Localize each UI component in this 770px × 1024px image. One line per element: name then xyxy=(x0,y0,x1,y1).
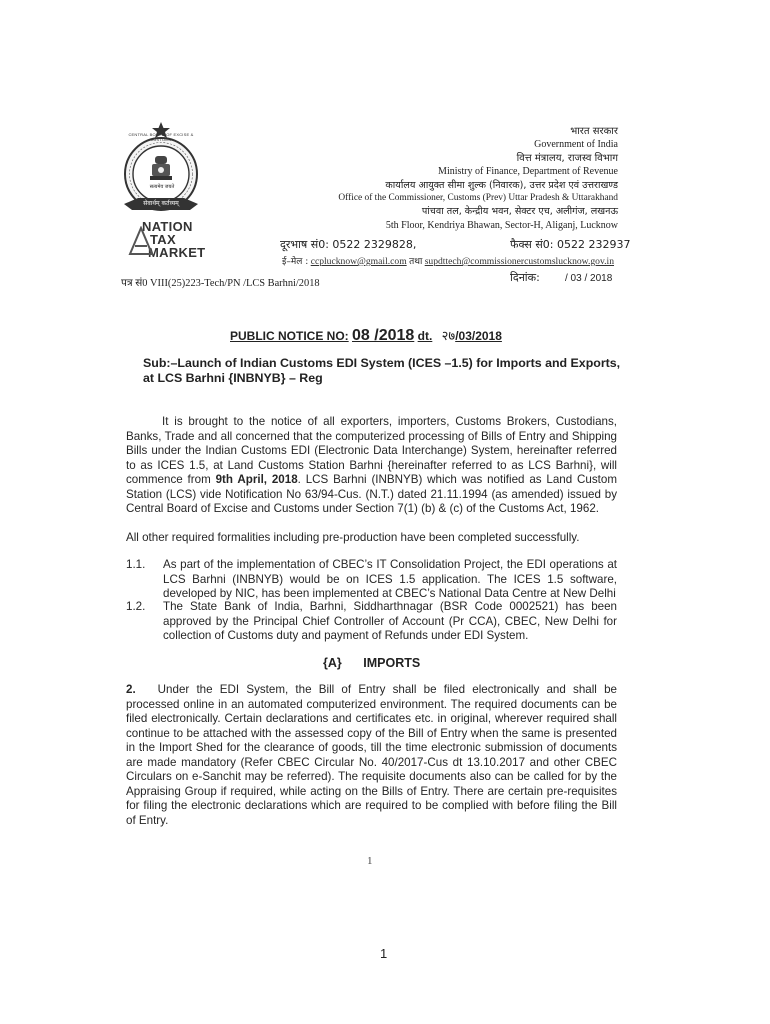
public-notice-title xyxy=(230,326,502,345)
nation-tax-market-watermark xyxy=(128,220,218,259)
header-line: वित्त मंत्रालय, राजस्व विभाग xyxy=(516,152,618,164)
notice-date-rest: /03/2018 xyxy=(455,329,502,343)
notice-number: 08 /2018 xyxy=(352,327,415,344)
header-line: पांचवा तल, केन्द्रीय भवन, सेक्टर एच, अलीगंज, लखनऊ xyxy=(421,206,618,218)
header-line: भारत सरकार xyxy=(570,126,618,137)
notice-prefix: PUBLIC NOTICE NO: xyxy=(230,329,349,343)
header-line: 5th Floor, Kendriya Bhawan, Sector-H, Aliganj, Lucknow xyxy=(385,219,618,231)
section-label: {A} xyxy=(323,656,342,670)
paragraph-intro xyxy=(126,415,617,517)
header-line: कार्यालय आयुक्त सीमा शुल्क (निवारक), उत्तर प्रदेश एवं उत्तराखण्ड xyxy=(385,179,618,191)
notice-date-handwritten: २७ xyxy=(441,329,456,344)
section-title: IMPORTS xyxy=(363,656,421,670)
page-number-inner: 1 xyxy=(367,855,373,867)
page-number-outer: 1 xyxy=(380,946,388,961)
phone-number: दूरभाष सं0: 0522 2329828, xyxy=(280,238,417,251)
email-join: तथा xyxy=(409,257,423,267)
office-header xyxy=(338,125,618,232)
paragraph-imports xyxy=(126,683,617,828)
email-link-1[interactable]: ccplucknow@gmail.com xyxy=(310,256,407,267)
date-value: / 03 / 2018 xyxy=(565,273,613,284)
ntm-line-3: MARKET xyxy=(148,245,206,260)
date-label: दिनांक: xyxy=(510,271,540,284)
ntm-line-2: TAX xyxy=(150,232,176,247)
item-number: 1.1. xyxy=(126,558,146,571)
list-item xyxy=(126,558,617,602)
item-text: The State Bank of India, Barhni, Siddharthnagar (BSR Code 0002521) has been approved by the Principal Chief Controller of Account (Pr CCA), CBEC, New Delhi for collection of Customs duty and payment of Refunds under EDI System. xyxy=(163,600,617,642)
notice-dt-label: dt. xyxy=(417,329,433,343)
header-line: Government of India xyxy=(534,139,618,151)
email-label: ई–मेल : xyxy=(282,257,309,267)
email-link-2[interactable]: supdttech@commissionercustomslucknow.gov.in xyxy=(424,256,615,267)
para3-text: Under the EDI System, the Bill of Entry shall be filed electronically and shall be processed online in an automated computerized environment. The required documents can be filed electronically. Certain declarations and certificates etc. in original, wherever required shall continue to be attached with the assessed copy of the Bill of Entry when the same is presented in the Import Shed for the clearance of goods, till the time electronic submission of documents are made mandatory (Refer CBEC Circular No. 40/2017-Cus dt 13.10.2017 and other CBEC Circulars on e-Sanchit may be referred). The requisite documents also can be called for by the Appraising Group if required, while acting on the Bills of Entry. There are certain pre-requisites for filing the electronic declarations which are required to be complied with before filing the Bill of Entry. xyxy=(126,683,617,827)
section-heading-imports xyxy=(323,656,420,670)
para1-part1: It is brought to the notice of all exporters, importers, Customs Brokers, Custodians, Banks, Trade and all concerned that the computerized processing of Bills of Entry and Shipping Bills under the Indian Customs EDI (Electronic Data Interchange) System, hereinafter referred to as ICES 1.5, at Land Customs Station Barhni {hereinafter referred to as LCS Barhni}, will commence from xyxy=(126,415,617,486)
item-number: 1.2. xyxy=(126,600,146,613)
file-number: पत्र सं0 VIII(25)223-Tech/PN /LCS Barhni/2018 xyxy=(121,278,320,289)
email-line xyxy=(282,254,614,267)
emblem-ribbon-text: सेवार्थम् कर्तव्यम् xyxy=(143,200,179,207)
para3-number: 2. xyxy=(126,683,136,696)
ntm-line-1: NATION xyxy=(142,219,193,234)
fax-number: फैक्स सं0: 0522 232937 xyxy=(510,238,631,251)
para1-date-bold: 9th April, 2018 xyxy=(215,473,298,486)
emblem-ring-text: CENTRAL BOARD OF EXCISE & CUSTOMS xyxy=(128,132,194,142)
item-text: As part of the implementation of CBEC’s IT Consolidation Project, the EDI operations at LCS Barhni (INBNYB) would be on ICES 1.5 application. The ICES 1.5 software, developed by NIC, has been implemented at CBEC’s National Data Centre at New Delhi xyxy=(163,558,617,600)
header-line: Ministry of Finance, Department of Revenue xyxy=(438,166,618,178)
list-item xyxy=(126,600,617,644)
paragraph-formalities: All other required formalities including pre-production have been completed successfully. xyxy=(126,531,580,544)
customs-emblem-logo xyxy=(118,118,208,233)
emblem-motto: सत्यमेव जयते xyxy=(149,184,175,190)
ntm-logo-icon xyxy=(128,226,154,256)
para1-part2: . LCS Barhni (INBNYB) which was notified as Land Custom Station (LCS) vide Notification No 63/94-Cus. (N.T.) dated 21.11.1994 (as amended) issued by Central Board of Excise and Customs under Section 7(1) (b) & (c) of the Customs Act, 1962. xyxy=(126,473,617,515)
header-line: Office of the Commissioner, Customs (Prev) Uttar Pradesh & Uttarakhand xyxy=(338,193,618,204)
subject-line: Sub:–Launch of Indian Customs EDI System (ICES –1.5) for Imports and Exports, at LCS Barhni {INBNYB} – Reg xyxy=(143,356,621,385)
